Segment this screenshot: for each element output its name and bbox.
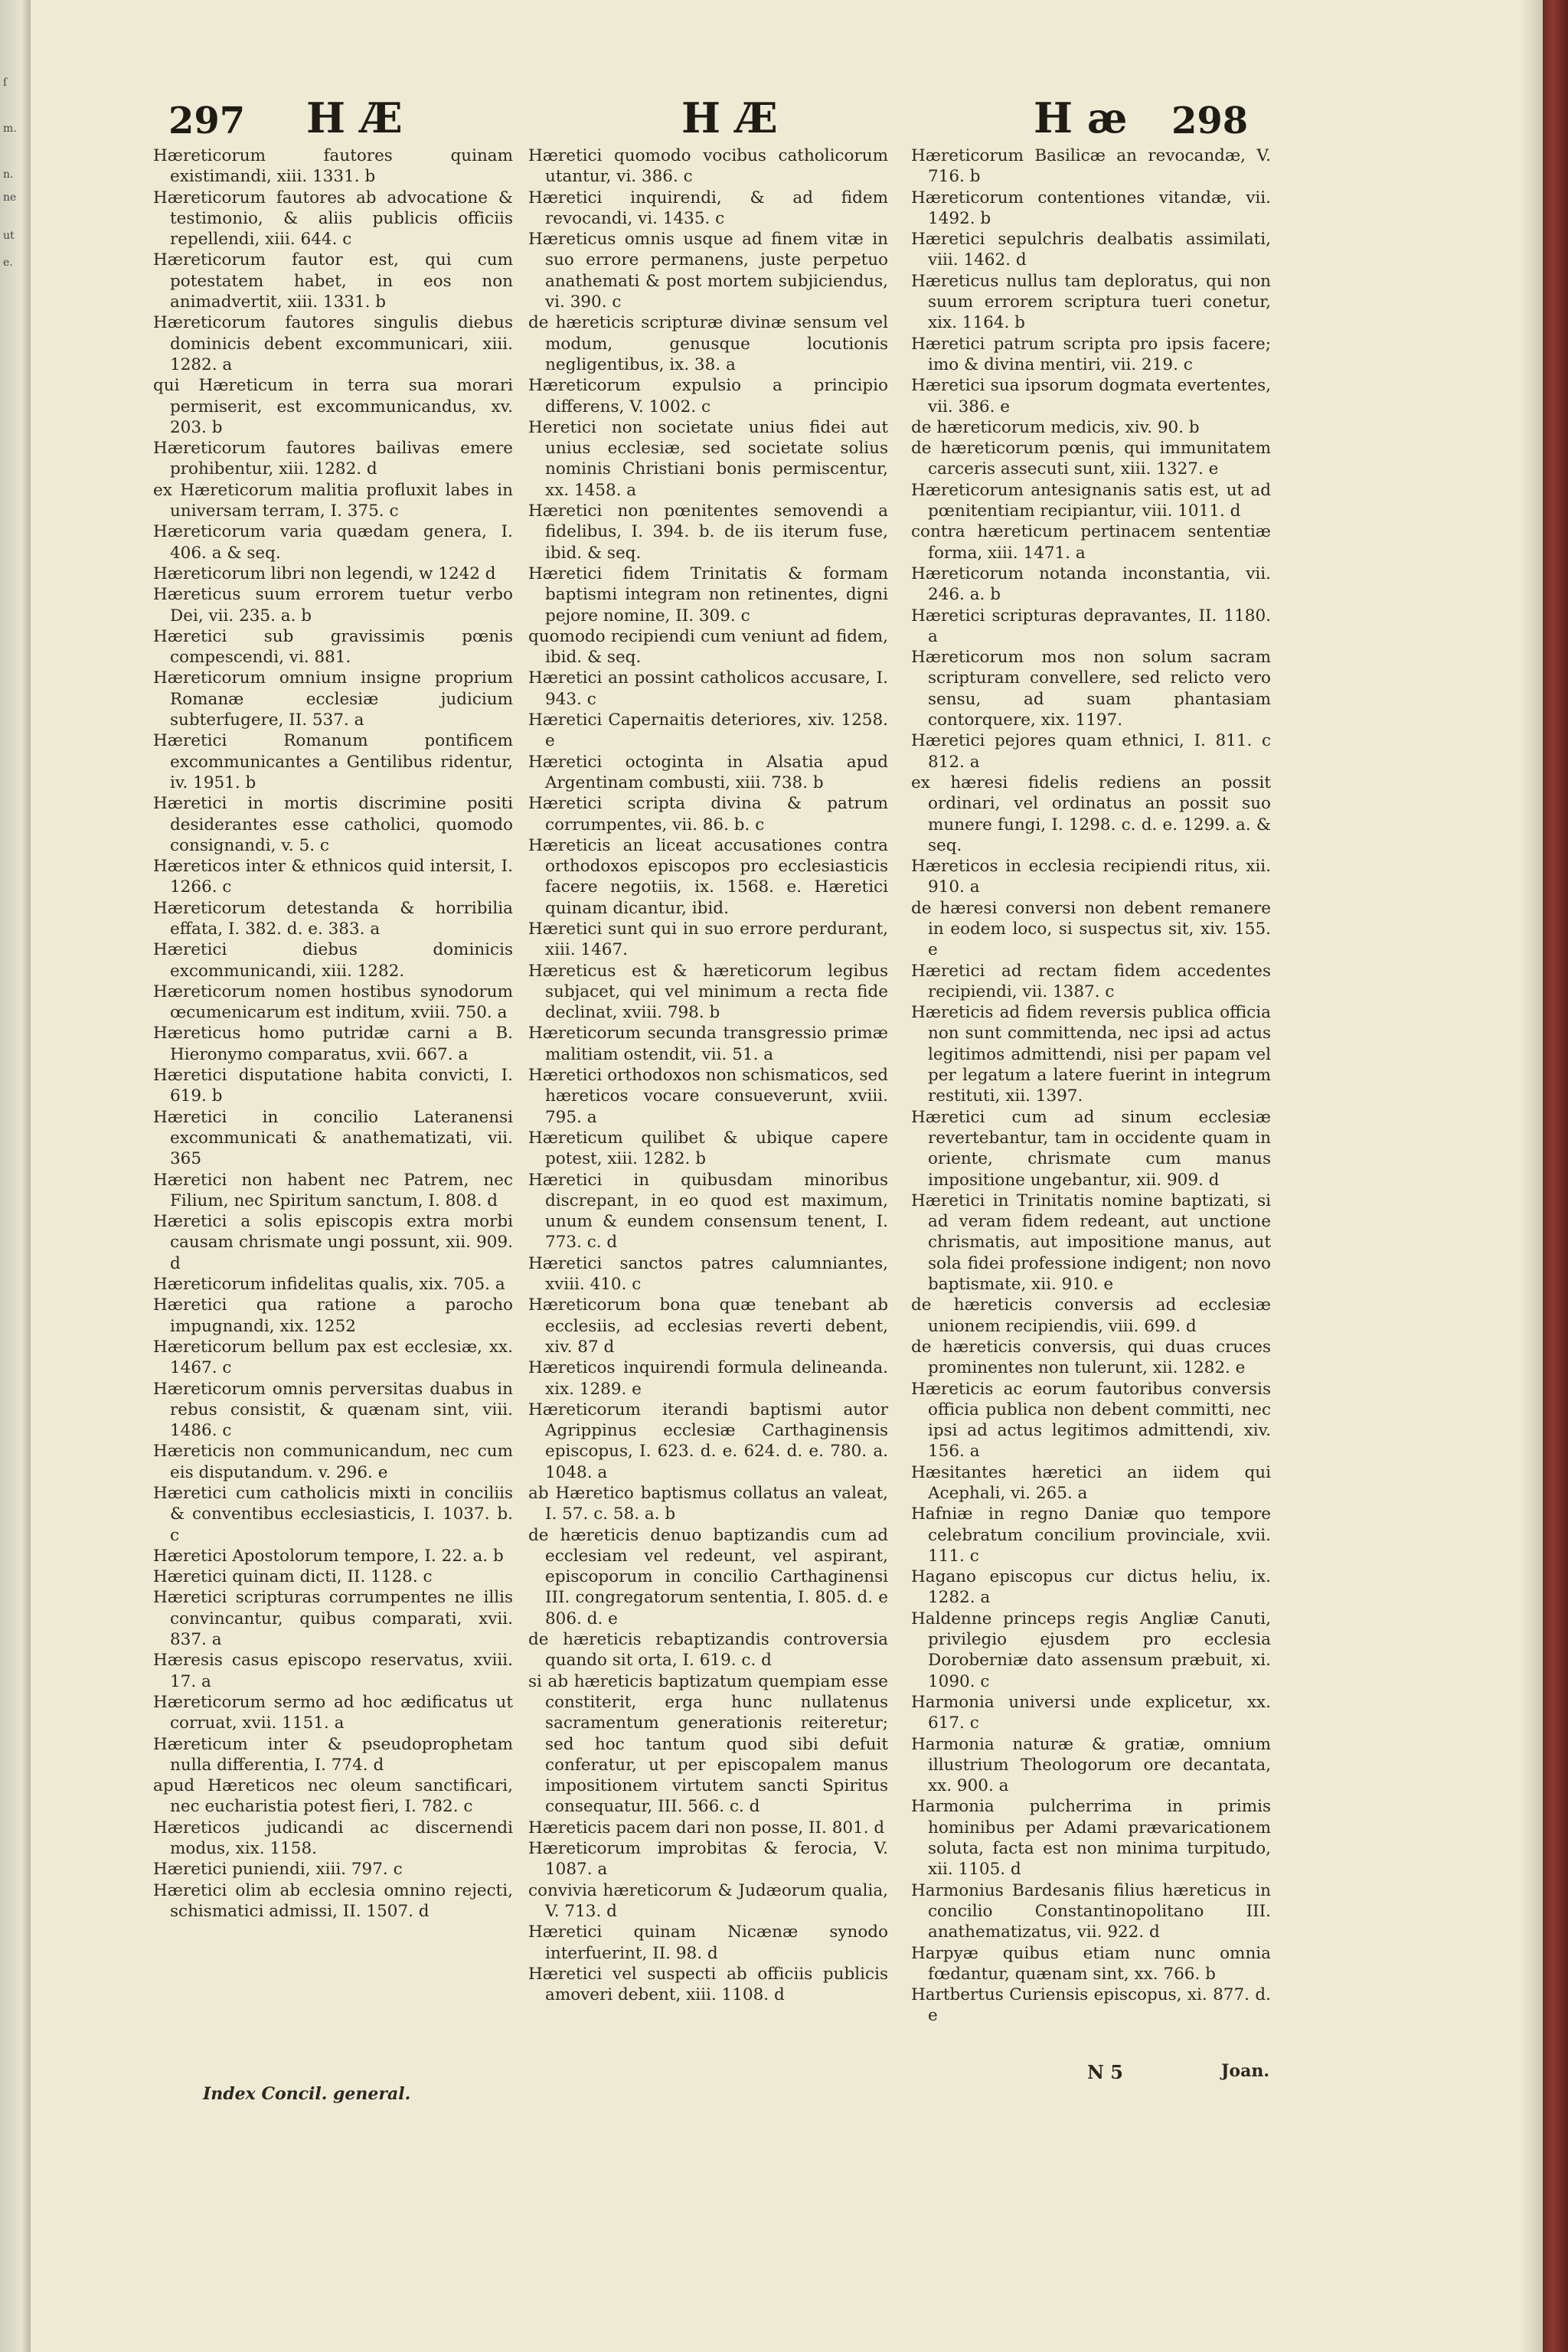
index-entry: Hæreticus suum errorem tuetur verbo Dei, vii. 235. a. b — [153, 585, 513, 626]
index-entry: Hæretici quinam dicti, II. 1128. c — [153, 1567, 433, 1587]
index-entry: Hafniæ in regno Daniæ quo tempore celebratum concilium provinciale, xvii. 111. c — [911, 1504, 1271, 1566]
index-entry: Hæretici Apostolorum tempore, I. 22. a. b — [153, 1546, 504, 1566]
book-cover-edge — [1543, 0, 1568, 2352]
index-entry: Heretici non societate unius fidei aut unius ecclesiæ, sed societate solius nominis Christiani bonis permiscentur, xx. 1458. a — [528, 417, 888, 500]
index-entry: Hæretici diebus dominicis excommunicandi, xiii. 1282. — [153, 940, 513, 981]
index-entry: Hæretici Capernaitis deteriores, xiv. 1258. e — [528, 710, 888, 751]
index-entry: convivia hæreticorum & Judæorum qualia, V. 713. d — [528, 1880, 888, 1921]
index-entry: de hæreticis denuo baptizandis cum ad ecclesiam vel redeunt, vel aspirant, episcoporum in concilio Carthaginensi III. congregatorum sententia, I. 805. d. e 806. d. e — [528, 1525, 888, 1628]
index-entry: Hæretici patrum scripta pro ipsis facere; imo & divina mentiri, vii. 219. c — [911, 334, 1271, 374]
index-entry: Haldenne princeps regis Angliæ Canuti, privilegio ejusdem pro ecclesia Doroberniæ dato assensum præbuit, xi. 1090. c — [911, 1609, 1271, 1691]
index-entry: Harmonia naturæ & gratiæ, omnium illustrium Theologorum ore decantata, xx. 900. a — [911, 1734, 1271, 1796]
index-entry: Hæreticorum contentiones vitandæ, vii. 1492. b — [911, 188, 1271, 228]
index-entry: Hæreticis non communicandum, nec cum eis disputandum. v. 296. e — [153, 1442, 513, 1482]
index-entry: Hæretici vel suspecti ab officiis publicis amoveri debent, xiii. 1108. d — [528, 1964, 888, 2005]
index-entry: Hæretici a solis episcopis extra morbi causam chrismate ungi possunt, xii. 909. d — [153, 1212, 513, 1273]
margin-mark: ſ — [3, 77, 8, 89]
index-entry: Hæreticorum libri non legendi, w 1242 d — [153, 564, 496, 583]
index-entry: Hæreticorum mos non solum sacram scripturam convellere, sed relicto vero sensu, ad suam phantasiam contorquere, xix. 1197. — [911, 648, 1271, 730]
index-entry: Hæreticorum bona quæ tenebant ab ecclesiis, ad ecclesias reverti debent, xiv. 87 d — [528, 1295, 888, 1357]
index-entry: Hæretici disputatione habita convicti, I. 619. b — [153, 1066, 513, 1106]
index-entry: Hæretici in concilio Lateranensi excommunicati & anathematizati, vii. 365 — [153, 1107, 513, 1169]
index-entry: Hæretici scripturas corrumpentes ne illis convincantur, quibus comparati, xvii. 837. a — [153, 1588, 513, 1650]
index-entry: Harpyæ quibus etiam nunc omnia fœdantur, quænam sint, xx. 766. b — [911, 1943, 1271, 1984]
index-entry: Hæretici in Trinitatis nomine baptizati, si ad veram fidem redeant, aut unctione chrismatis, aut impositione manus, aut sola fidei professione indigent; non novo baptismate, xii. 910. e — [911, 1191, 1271, 1295]
index-entry: Hæreticus omnis usque ad finem vitæ in suo errore permanens, juste perpetuo anathemati & post mortem subjiciendus, vi. 390. c — [528, 230, 888, 312]
index-entry: Hæretici in mortis discrimine positi desiderantes esse catholici, quomodo consignandi, v. 5. c — [153, 794, 513, 855]
index-entry: de hæresi conversi non debent remanere in eodem loco, si suspectus sit, xiv. 155. e — [911, 898, 1271, 960]
index-entry: Hæreticos judicandi ac discernendi modus, xix. 1158. — [153, 1818, 513, 1859]
index-entry: Hæretici sunt qui in suo errore perdurant, xiii. 1467. — [528, 919, 888, 960]
margin-mark: n. — [3, 168, 14, 181]
index-entry: Hæretici fidem Trinitatis & formam baptismi integram non retinentes, digni pejore nomine, II. 309. c — [528, 564, 888, 626]
index-entry: Hæreticorum detestanda & horribilia effata, I. 382. d. e. 383. a — [153, 898, 513, 939]
index-entry: de hæreticis rebaptizandis controversia quando sit orta, I. 619. c. d — [528, 1630, 888, 1671]
index-entry: Hæreticorum omnium insigne proprium Romanæ ecclesiæ judicium subterfugere, II. 537. a — [153, 668, 513, 730]
index-entry: Hæretici cum ad sinum ecclesiæ revertebantur, tam in occidente quam in oriente, chrismate cum manus impositione ungebantur, xii. 909. d — [911, 1107, 1271, 1190]
index-entry: Hæreticorum Basilicæ an revocandæ, V. 716. b — [911, 146, 1271, 187]
running-head-right: H æ — [1034, 93, 1128, 142]
signature-mark: N 5 — [1087, 2061, 1123, 2083]
index-entry: de hæreticorum medicis, xiv. 90. b — [911, 417, 1200, 437]
index-entry: contra hæreticum pertinacem sententiæ forma, xiii. 1471. a — [911, 522, 1271, 563]
index-entry: quomodo recipiendi cum veniunt ad fidem, ibid. & seq. — [528, 626, 888, 668]
gutter-shadow — [1520, 0, 1543, 2352]
index-entry: Hæsitantes hæretici an iidem qui Acephali, vi. 265. a — [911, 1462, 1271, 1503]
index-entry: Hæreticis an liceat accusationes contra orthodoxos episcopos pro ecclesiasticis facere negotiis, ix. 1568. e. Hæretici quinam dicantur, ibid. — [528, 835, 888, 918]
index-entry: Hæreticorum fautores singulis diebus dominicis debent excommunicari, xiii. 1282. a — [153, 313, 513, 374]
book-page — [31, 0, 1543, 2352]
index-entry: Hæreticorum nomen hostibus synodorum œcumenicarum est inditum, xviii. 750. a — [153, 982, 513, 1023]
facing-page-edge — [0, 0, 31, 2352]
margin-mark: ne — [3, 191, 17, 204]
catchword-right: Joan. — [1221, 2061, 1269, 2081]
index-entry: Hæretici ad rectam fidem accedentes recipiendi, vii. 1387. c — [911, 961, 1271, 1001]
margin-mark: ut — [3, 230, 15, 242]
index-entry: de hæreticis scripturæ divinæ sensum vel modum, genusque locutionis negligentibus, ix. 38. a — [528, 313, 888, 374]
running-head-left: H Æ — [306, 93, 403, 142]
index-entry: Hæreticorum notanda inconstantia, vii. 246. a. b — [911, 564, 1271, 605]
index-entry: Hæreticorum improbitas & ferocia, V. 1087. a — [528, 1839, 888, 1880]
index-entry: Hæreticorum secunda transgressio primæ malitiam ostendit, vii. 51. a — [528, 1024, 888, 1064]
index-entry: de hæreticorum pœnis, qui immunitatem carceris assecuti sunt, xiii. 1327. e — [911, 439, 1271, 479]
index-entry: Hæretici octoginta in Alsatia apud Argentinam combusti, xiii. 738. b — [528, 752, 888, 792]
index-entry: ex hæresi fidelis rediens an possit ordinari, vel ordinatus an possit suo munere fungi, I. 1298. c. d. e. 1299. a. & seq. — [911, 773, 1271, 855]
index-entry: Hæreticorum infidelitas qualis, xix. 705. a — [153, 1275, 505, 1295]
index-entry: Hæretici Romanum pontificem excommunicantes a Gentilibus ridentur, iv. 1951. b — [153, 731, 513, 792]
running-head-center: H Æ — [681, 93, 778, 142]
margin-mark: m. — [3, 122, 17, 135]
index-entry: Harmonius Bardesanis filius hæreticus in concilio Constantinopolitano III. anathematizatus, vii. 922. d — [911, 1880, 1271, 1942]
index-entry: Hæreticum inter & pseudoprophetam nulla differentia, I. 774. d — [153, 1734, 513, 1775]
index-entry: Hæreticorum varia quædam genera, I. 406. a & seq. — [153, 522, 513, 563]
index-entry: Hartbertus Curiensis episcopus, xi. 877. d. e — [911, 1985, 1271, 2026]
index-entry: Hæreticos inquirendi formula delineanda. xix. 1289. e — [528, 1358, 888, 1399]
index-entry: Harmonia universi unde explicetur, xx. 617. c — [911, 1692, 1271, 1733]
index-entry: Hæretici sepulchris dealbatis assimilati, viii. 1462. d — [911, 230, 1271, 270]
index-entry: Hæreticos in ecclesia recipiendi ritus, xii. 910. a — [911, 857, 1271, 897]
index-entry: Hæreticos inter & ethnicos quid intersit, I. 1266. c — [153, 857, 513, 897]
index-entry: Hæreticorum fautor est, qui cum potestatem habet, in eos non animadvertit, xiii. 1331. b — [153, 250, 513, 312]
index-entry: ex Hæreticorum malitia profluxit labes in universam terram, I. 375. c — [153, 480, 513, 521]
index-entry: Hæretici quinam Nicænæ synodo interfuerint, II. 98. d — [528, 1922, 888, 1963]
index-entry: Hæretici orthodoxos non schismaticos, sed hæreticos vocare consueverunt, xviii. 795. a — [528, 1066, 888, 1127]
index-entry: Hæreticis pacem dari non posse, II. 801. d — [528, 1818, 885, 1838]
index-entry: apud Hæreticos nec oleum sanctificari, nec eucharistia potest fieri, I. 782. c — [153, 1776, 513, 1817]
index-entry: Hæretici in quibusdam minoribus discrepant, in eo quod est maximum, unum & eundem consensum tenent, I. 773. c. d — [528, 1170, 888, 1253]
index-entry: Hæreticum quilibet & ubique capere potest, xiii. 1282. b — [528, 1128, 888, 1169]
index-column-left — [153, 145, 513, 1922]
index-column-middle — [528, 145, 888, 2005]
index-entry: Hæreticorum fautores quinam existimandi, xiii. 1331. b — [153, 146, 513, 187]
index-entry: Hæretici sanctos patres calumniantes, xviii. 410. c — [528, 1253, 888, 1295]
index-entry: Hæretici inquirendi, & ad fidem revocandi, vi. 1435. c — [528, 188, 888, 228]
index-column-right — [911, 145, 1271, 2027]
index-entry: Hagano episcopus cur dictus heliu, ix. 1282. a — [911, 1567, 1271, 1608]
index-entry: Harmonia pulcherrima in primis hominibus per Adami prævaricationem soluta, facta est non minima turpitudo, xii. 1105. d — [911, 1797, 1271, 1880]
index-entry: Hæreticorum expulsio a principio differens, V. 1002. c — [528, 376, 888, 416]
index-entry: Hæreticus nullus tam deploratus, qui non suum errorem scriptura tueri conetur, xix. 1164. b — [911, 271, 1271, 333]
index-entry: ab Hæretico baptismus collatus an valeat, I. 57. c. 58. a. b — [528, 1484, 888, 1524]
index-entry: Hæresis casus episcopo reservatus, xviii. 17. a — [153, 1651, 513, 1691]
index-entry: Hæreticis ad fidem reversis publica officia non sunt committenda, nec ipsi ad actus legitimos admittendi, nisi per papam vel per legatum a latere fuerint in integrum restituti, xii. 1397. — [911, 1003, 1271, 1106]
index-entry: Hæretici scripta divina & patrum corrumpentes, vii. 86. b. c — [528, 794, 888, 835]
index-entry: Hæreticorum iterandi baptismi autor Agrippinus ecclesiæ Carthaginensis episcopus, I. 623. d. e. 624. d. e. 780. a. 1048. a — [528, 1400, 888, 1482]
index-entry: qui Hæreticum in terra sua morari permiserit, est excommunicandus, xv. 203. b — [153, 376, 513, 437]
index-entry: Hæreticus homo putridæ carni a B. Hieronymo comparatus, xvii. 667. a — [153, 1024, 513, 1064]
index-entry: Hæretici sua ipsorum dogmata evertentes, vii. 386. e — [911, 376, 1271, 416]
index-entry: Hæreticorum fautores bailivas emere prohibentur, xiii. 1282. d — [153, 439, 513, 479]
index-entry: Hæretici sub gravissimis pœnis compescendi, vi. 881. — [153, 626, 513, 668]
index-entry: Hæreticus est & hæreticorum legibus subjacet, qui vel minimum a recta fide declinat, xviii. 798. b — [528, 961, 888, 1023]
index-entry: Hæretici non pœnitentes semovendi a fidelibus, I. 394. b. de iis iterum fuse, ibid. & seq. — [528, 501, 888, 563]
index-entry: Hæreticorum omnis perversitas duabus in rebus consistit, & quænam sint, viii. 1486. c — [153, 1379, 513, 1441]
index-entry: Hæretici olim ab ecclesia omnino rejecti, schismatici admissi, II. 1507. d — [153, 1880, 513, 1921]
catchword-left: Index Concil. general. — [203, 2084, 411, 2104]
index-entry: Hæretici qua ratione a parocho impugnandi, xix. 1252 — [153, 1295, 513, 1336]
page-number-right: 298 — [1171, 100, 1249, 142]
index-entry: Hæretici quomodo vocibus catholicorum utantur, vi. 386. c — [528, 146, 888, 187]
index-entry: Hæretici puniendi, xiii. 797. c — [153, 1860, 403, 1880]
index-entry: Hæreticis ac eorum fautoribus conversis officia publica non debent committi, nec ipsi ad actus legitimos admittendi, xiv. 156. a — [911, 1379, 1271, 1462]
index-entry: de hæreticis conversis ad ecclesiæ unionem recipiendis, viii. 699. d — [911, 1295, 1271, 1336]
index-entry: Hæretici an possint catholicos accusare, I. 943. c — [528, 668, 888, 709]
page-number-left: 297 — [168, 100, 246, 142]
index-entry: de hæreticis conversis, qui duas cruces prominentes non tulerunt, xii. 1282. e — [911, 1337, 1271, 1378]
index-entry: Hæretici pejores quam ethnici, I. 811. c 812. a — [911, 731, 1271, 772]
index-entry: Hæreticorum antesignanis satis est, ut ad pœnitentiam recipiantur, viii. 1011. d — [911, 480, 1271, 521]
margin-mark: e. — [3, 256, 13, 269]
index-entry: Hæretici non habent nec Patrem, nec Filium, nec Spiritum sanctum, I. 808. d — [153, 1170, 513, 1210]
index-entry: si ab hæreticis baptizatum quempiam esse constiterit, erga hunc nullatenus sacramentum generationis reiteretur; sed hoc tantum quod sibi defuit conferatur, ut per episcopalem manus impositionem virtutem sancti Spiritus consequatur, III. 566. c. d — [528, 1671, 888, 1817]
index-entry: Hæreticorum sermo ad hoc ædificatus ut corruat, xvii. 1151. a — [153, 1692, 513, 1733]
index-entry: Hæretici cum catholicis mixti in conciliis & conventibus ecclesiasticis, I. 1037. b. c — [153, 1484, 513, 1545]
index-entry: Hæreticorum fautores ab advocatione & testimonio, & aliis publicis officiis repellendi, xiii. 644. c — [153, 188, 513, 250]
index-entry: Hæreticorum bellum pax est ecclesiæ, xx. 1467. c — [153, 1337, 513, 1378]
index-entry: Hæretici scripturas depravantes, II. 1180. a — [911, 606, 1271, 646]
